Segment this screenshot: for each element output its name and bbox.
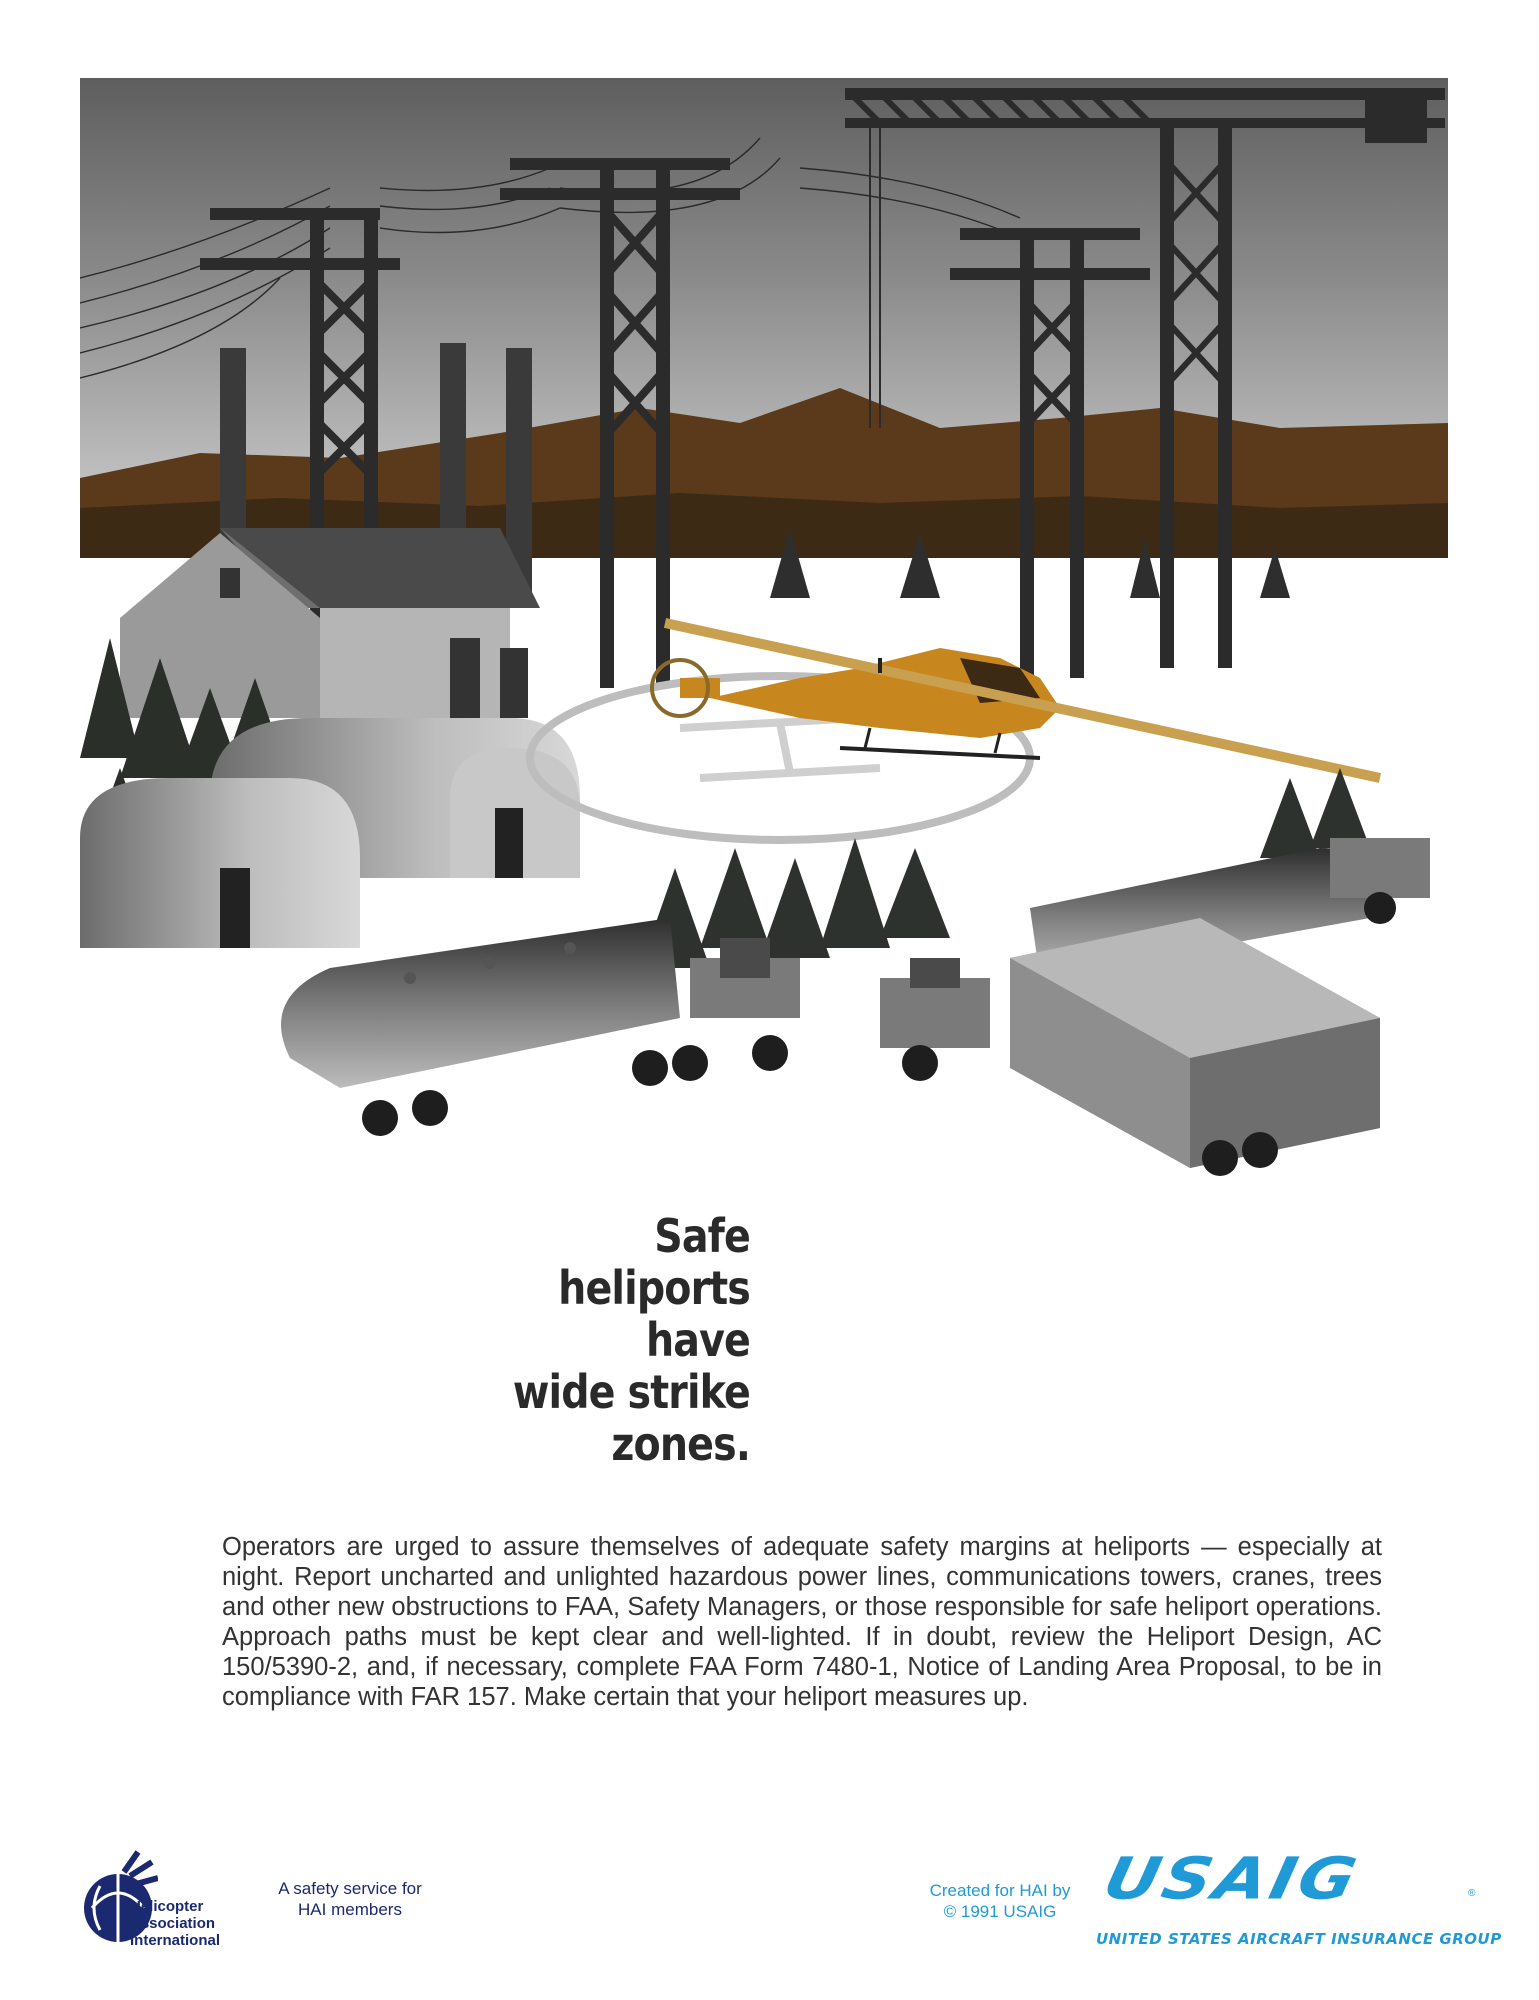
hai-name: [130, 1898, 220, 1949]
headline-line: have: [645, 1313, 750, 1367]
hai-name-line: Association: [130, 1915, 216, 1932]
service-line: A safety service for: [278, 1879, 422, 1898]
hai-footer: [78, 1848, 478, 1958]
heliport-illustration: [80, 78, 1448, 1378]
usaig-footer: [900, 1846, 1502, 1956]
service-line: HAI members: [298, 1900, 402, 1919]
usaig-full-name: UNITED STATES AIRCRAFT INSURANCE GROUP: [1096, 1930, 1502, 1948]
headline-line: zones.: [611, 1417, 750, 1471]
copyright-line: © 1991 USAIG: [943, 1902, 1057, 1921]
hai-name-line: Helicopter: [130, 1898, 204, 1915]
created-line: Created for HAI by: [929, 1881, 1071, 1900]
body-paragraph: Operators are urged to assure themselves of adequate safety margins at heliports — especially at night. Report uncharted and unlighted hazardous power lines, communications towers, cranes, trees and other new obstructions to FAA, Safety Managers, or those responsible for safe heliport operations. Approach paths must be kept clear and well-lighted. If in doubt, review the Heliport Design, AC 150/5390-2, and, if necessary, complete FAA Form 7480-1, Notice of Landing Area Proposal, to be in compliance with FAR 157. Make certain that your heliport measures up.: [222, 1533, 1382, 1711]
hai-name-line: International: [130, 1932, 221, 1949]
headline-line: wide strike: [512, 1365, 750, 1419]
heliport-scene: [80, 78, 1448, 1378]
headline-line: heliports: [558, 1261, 750, 1315]
created-credit: [900, 1880, 1100, 1922]
headline: [509, 1210, 750, 1470]
usaig-logo: USAIG: [1097, 1846, 1365, 1914]
safety-service-note: [250, 1878, 450, 1920]
registered-mark: ®: [1468, 1888, 1476, 1899]
headline-line: Safe: [654, 1209, 750, 1263]
